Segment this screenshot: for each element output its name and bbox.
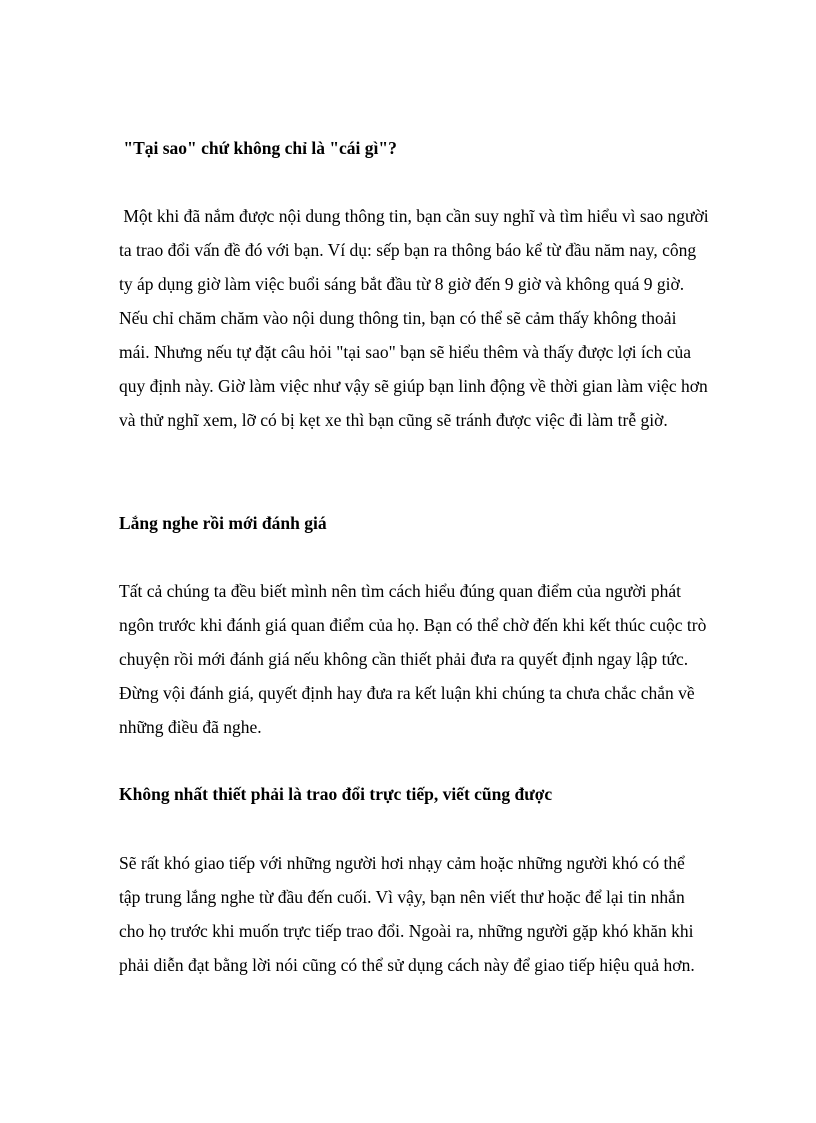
section-heading-writing: Không nhất thiết phải là trao đổi trực tiếp, viết cũng được (119, 784, 553, 804)
section-heading-why: "Tại sao" chứ không chỉ là "cái gì"? (119, 138, 397, 158)
section-paragraph-writing: Sẽ rất khó giao tiếp với những người hơi nhạy cảm hoặc những người khó có thể tập trung lắng nghe từ đầu đến cuối. Vì vậy, bạn nên viết thư hoặc để lại tin nhắn cho họ trước khi muốn trực tiếp trao đổi. Ngoài ra, những người gặp khó khăn khi phải diễn đạt bằng lời nói cũng có thể sử dụng cách này để giao tiếp hiệu quả hơn. (119, 853, 695, 975)
section-paragraph-listen: Tất cả chúng ta đều biết mình nên tìm cách hiểu đúng quan điểm của người phát ngôn trước khi đánh giá quan điểm của họ. Bạn có thể chờ đến khi kết thúc cuộc trò chuyện rồi mới đánh giá nếu không cần thiết phải đưa ra quyết định ngay lập tức. Đừng vội đánh giá, quyết định hay đưa ra kết luận khi chúng ta chưa chắc chắn về những điều đã nghe. (119, 581, 707, 737)
section-heading-listen: Lắng nghe rồi mới đánh giá (119, 513, 327, 533)
section-paragraph-why: Một khi đã nắm được nội dung thông tin, bạn cần suy nghĩ và tìm hiểu vì sao người ta trao đổi vấn đề đó với bạn. Ví dụ: sếp bạn ra thông báo kể từ đầu năm nay, công ty áp dụng giờ làm việc buổi sáng bắt đầu từ 8 giờ đến 9 giờ và không quá 9 giờ. Nếu chỉ chăm chăm vào nội dung thông tin, bạn có thể sẽ cảm thấy không thoải mái. Nhưng nếu tự đặt câu hỏi "tại sao" bạn sẽ hiểu thêm và thấy được lợi ích của quy định này. Giờ làm việc như vậy sẽ giúp bạn linh động về thời gian làm việc hơn và thử nghĩ xem, lỡ có bị kẹt xe thì bạn cũng sẽ tránh được việc đi làm trễ giờ. (119, 206, 714, 430)
